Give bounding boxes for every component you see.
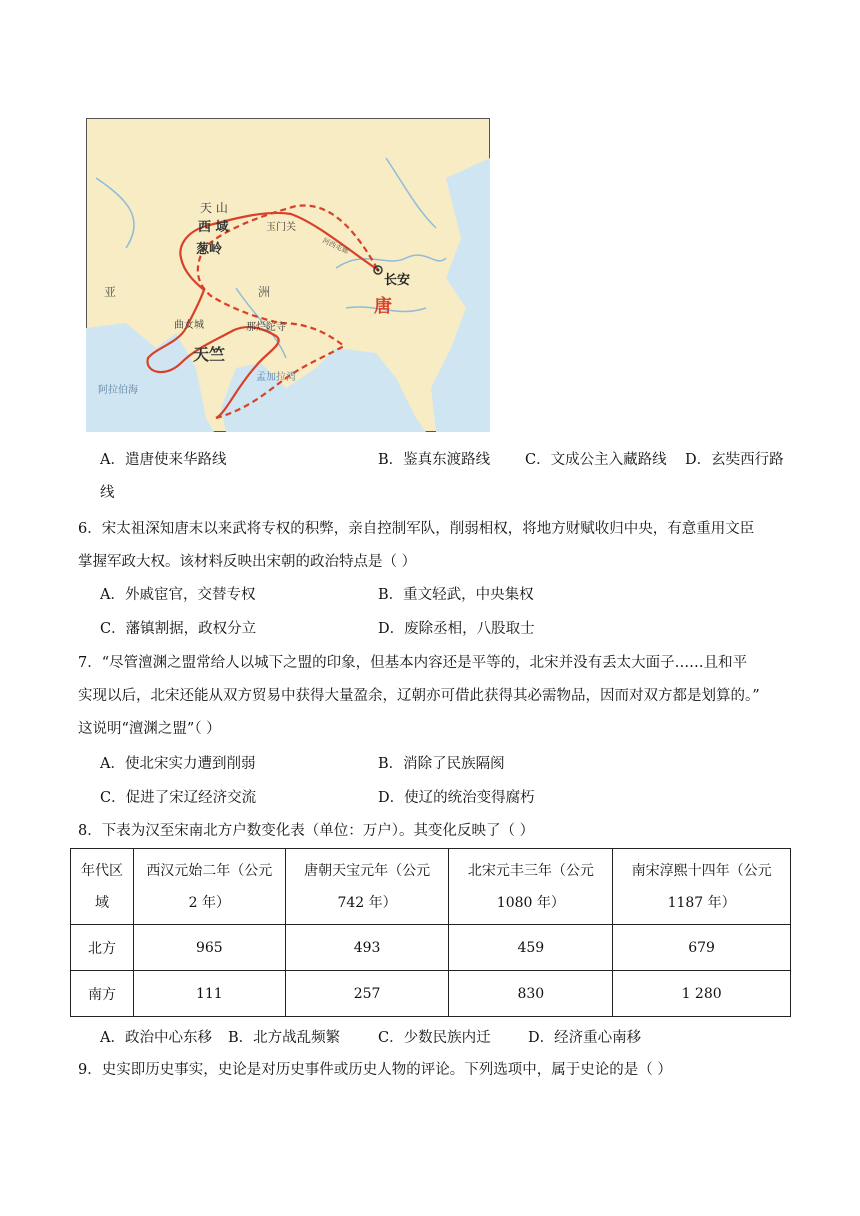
q6-option-c[interactable]: C．藩镇割据，政权分立 (100, 621, 257, 637)
table-header-cell (133, 849, 285, 925)
tang-label: 唐 (374, 296, 392, 317)
ya-label: 亚 (104, 285, 117, 299)
tianshan-label: 天 山 (200, 201, 228, 215)
value-cell: 111 (133, 971, 285, 1017)
header-text-b: 742 年） (337, 894, 397, 911)
header-text-b: 2 年） (188, 894, 230, 911)
arabian-sea-label: 阿拉伯海 (98, 385, 138, 396)
table-header-cell (449, 849, 613, 925)
value-cell: 679 (613, 925, 791, 971)
value-cell: 1 280 (613, 971, 791, 1017)
q5-option-a[interactable]: A．遣唐使来华路线 (100, 452, 227, 468)
q8-option-d[interactable]: D．经济重心南移 (528, 1030, 642, 1046)
table-row (71, 971, 791, 1017)
q7-option-b[interactable]: B．消除了民族隔阂 (378, 756, 505, 772)
xiyu-label: 西 域 (198, 220, 229, 235)
value-cell: 965 (133, 925, 285, 971)
q6-stem-line1: 6．宋太祖深知唐末以来武将专权的积弊，亲自控制军队，削弱相权，将地方财赋收归中央，有意重用文臣 (78, 521, 755, 537)
q8-option-b[interactable]: B．北方战乱频繁 (228, 1030, 341, 1046)
zhou-label: 洲 (258, 285, 271, 299)
q6-option-d[interactable]: D．废除丞相，八股取士 (378, 621, 535, 637)
tianzhu-label: 天竺 (193, 345, 226, 364)
q7-option-a[interactable]: A．使北宋实力遭到削弱 (100, 756, 256, 772)
value-cell: 257 (285, 971, 449, 1017)
changan-label: 长安 (384, 273, 411, 288)
region-cell: 北方 (71, 925, 134, 971)
q8-option-c[interactable]: C．少数民族内迁 (378, 1030, 491, 1046)
table-row (71, 925, 791, 971)
region-cell: 南方 (71, 971, 134, 1017)
q7-option-c[interactable]: C．促进了宋辽经济交流 (100, 790, 257, 806)
value-cell: 459 (449, 925, 613, 971)
q6-stem-line2: 掌握军政大权。该材料反映出宋朝的政治特点是（ ） (78, 554, 417, 570)
q6-option-a[interactable]: A．外戚宦官，交替专权 (100, 587, 256, 603)
nalanduo-label: 那烂陀寺 (246, 322, 286, 333)
q8-stem: 8．下表为汉至宋南北方户数变化表（单位：万户）。其变化反映了（ ） (78, 823, 535, 839)
q9-stem: 9．史实即历史事实，史论是对历史事件或历史人物的评论。下列选项中，属于史论的是（ ） (78, 1062, 672, 1078)
yumenguan-label: 玉门关 (266, 222, 296, 233)
qunucheng-label: 曲女城 (174, 320, 204, 331)
q5-option-d-cont: 线 (100, 485, 115, 501)
table-header-row (71, 849, 791, 925)
q7-stem-line3: 这说明“澶渊之盟”（ ） (78, 721, 221, 737)
q7-stem-line2: 实现以后，北宋还能从双方贸易中获得大量盈余，辽朝亦可借此获得其必需物品，因而对双方都是划算的。” (78, 688, 760, 704)
table-header-cell (613, 849, 791, 925)
header-text-a: 唐朝天宝元年（公元 (304, 862, 431, 879)
q8-option-a[interactable]: A．政治中心东移 (100, 1030, 212, 1046)
corner-text-b: 域 (94, 894, 109, 911)
header-text-b: 1080 年） (496, 894, 565, 911)
header-text-a: 北宋元丰三年（公元 (467, 862, 594, 879)
corner-text-a: 年代区 (80, 862, 123, 879)
value-cell: 830 (449, 971, 613, 1017)
hexi-label: 河西走廊 (321, 236, 350, 256)
congling-label: 葱岭 (196, 242, 223, 257)
header-text-a: 西汉元始二年（公元 (146, 862, 273, 879)
header-text-a: 南宋淳熙十四年（公元 (631, 862, 772, 879)
q5-option-c[interactable]: C．文成公主入藏路线 (525, 452, 667, 468)
household-table (70, 848, 791, 1017)
q6-option-b[interactable]: B．重文轻武，中央集权 (378, 587, 534, 603)
q7-option-d[interactable]: D．使辽的统治变得腐朽 (378, 790, 535, 806)
q5-option-b[interactable]: B．鉴真东渡路线 (378, 452, 491, 468)
bay-of-bengal-label: 孟加拉湾 (256, 372, 296, 383)
q5-option-d[interactable]: D．玄奘西行路 (685, 452, 784, 468)
header-text-b: 1187 年） (667, 894, 736, 911)
xuanzang-route-map (86, 118, 490, 432)
value-cell: 493 (285, 925, 449, 971)
table-header-cell (285, 849, 449, 925)
q7-stem-line1: 7．“尽管澶渊之盟常给人以城下之盟的印象，但基本内容还是平等的，北宋并没有丢太大面子……且和平 (78, 655, 748, 671)
table-corner-cell (71, 849, 134, 925)
